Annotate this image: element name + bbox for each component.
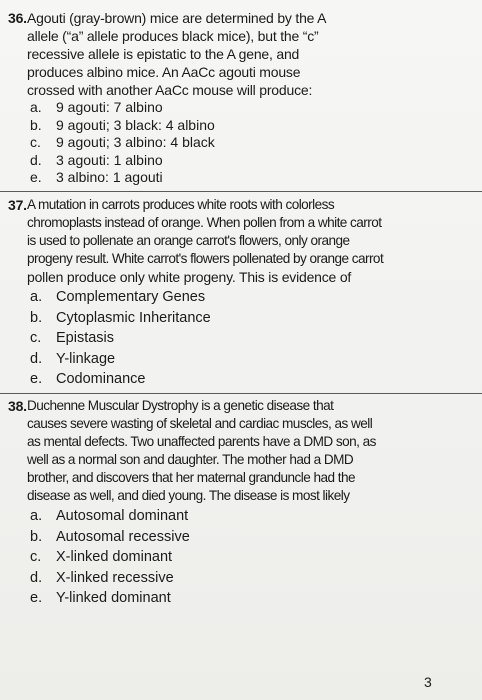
- stem-line: crossed with another AaCc mouse will produce:: [27, 82, 313, 98]
- question-number: 38.: [8, 398, 27, 414]
- stem-line: is used to pollenate an orange carrot's flowers, only orange: [27, 233, 350, 248]
- answer-options: [30, 99, 482, 187]
- page-number: 3: [424, 674, 432, 690]
- divider-line: [0, 191, 482, 192]
- question-stem: [27, 397, 469, 505]
- divider-line: [0, 393, 482, 394]
- answer-options: [30, 287, 482, 390]
- option-c: c. 9 agouti; 3 albino: 4 black: [30, 134, 215, 150]
- answer-options: [30, 506, 482, 609]
- stem-line: well as a normal son and daughter. The mother had a DMD: [27, 452, 354, 467]
- stem-line: Agouti (gray-brown) mice are determined by the A: [27, 10, 327, 26]
- stem-line: disease as well, and died young. The disease is most likely: [27, 488, 350, 503]
- stem-line: A mutation in carrots produces white roots with colorless: [27, 197, 335, 212]
- option-e: e. Y-linked dominant: [30, 590, 171, 606]
- question-stem: [27, 9, 469, 99]
- option-b: b. Cytoplasmic Inheritance: [30, 309, 211, 326]
- option-a: a. 9 agouti: 7 albino: [30, 99, 163, 115]
- option-d: d. Y-linkage: [30, 350, 116, 367]
- option-d: d. 3 agouti: 1 albino: [30, 151, 163, 168]
- option-b: b. 9 agouti; 3 black: 4 albino: [30, 116, 215, 133]
- question-stem: [27, 196, 469, 286]
- stem-line: as mental defects. Two unaffected parents have a DMD son, as: [27, 434, 376, 449]
- option-a: a. Autosomal dominant: [30, 508, 189, 524]
- option-a: a. Complementary Genes: [30, 289, 206, 305]
- question-number: 37.: [8, 197, 27, 213]
- question-number: 36.: [8, 10, 27, 26]
- stem-line: pollen produce only white progeny. This is evidence of: [27, 269, 352, 285]
- stem-line: recessive allele is epistatic to the A gene, and: [27, 46, 300, 62]
- option-e: e. Codominance: [30, 371, 146, 387]
- stem-line: progeny result. White carrot's flowers pollenated by orange carrot: [27, 251, 384, 266]
- option-c: c. X-linked dominant: [30, 549, 173, 565]
- option-b: b. Autosomal recessive: [30, 528, 190, 545]
- stem-line: produces albino mice. An AaCc agouti mouse: [27, 64, 301, 80]
- stem-line: brother, and discovers that her maternal granduncle had the: [27, 470, 356, 485]
- option-d: d. X-linked recessive: [30, 569, 174, 586]
- stem-line: causes severe wasting of skeletal and cardiac muscles, as well: [27, 416, 373, 431]
- question-37: [0, 196, 482, 390]
- question-36: [0, 9, 482, 187]
- option-e: e. 3 albino: 1 agouti: [30, 169, 163, 185]
- stem-line: Duchenne Muscular Dystrophy is a genetic disease that: [27, 398, 334, 413]
- question-38: [0, 397, 482, 609]
- stem-line: chromoplasts instead of orange. When pollen from a white carrot: [27, 215, 382, 230]
- stem-line: allele (“a” allele produces black mice), but the “c”: [27, 28, 319, 44]
- option-c: c. Epistasis: [30, 330, 115, 346]
